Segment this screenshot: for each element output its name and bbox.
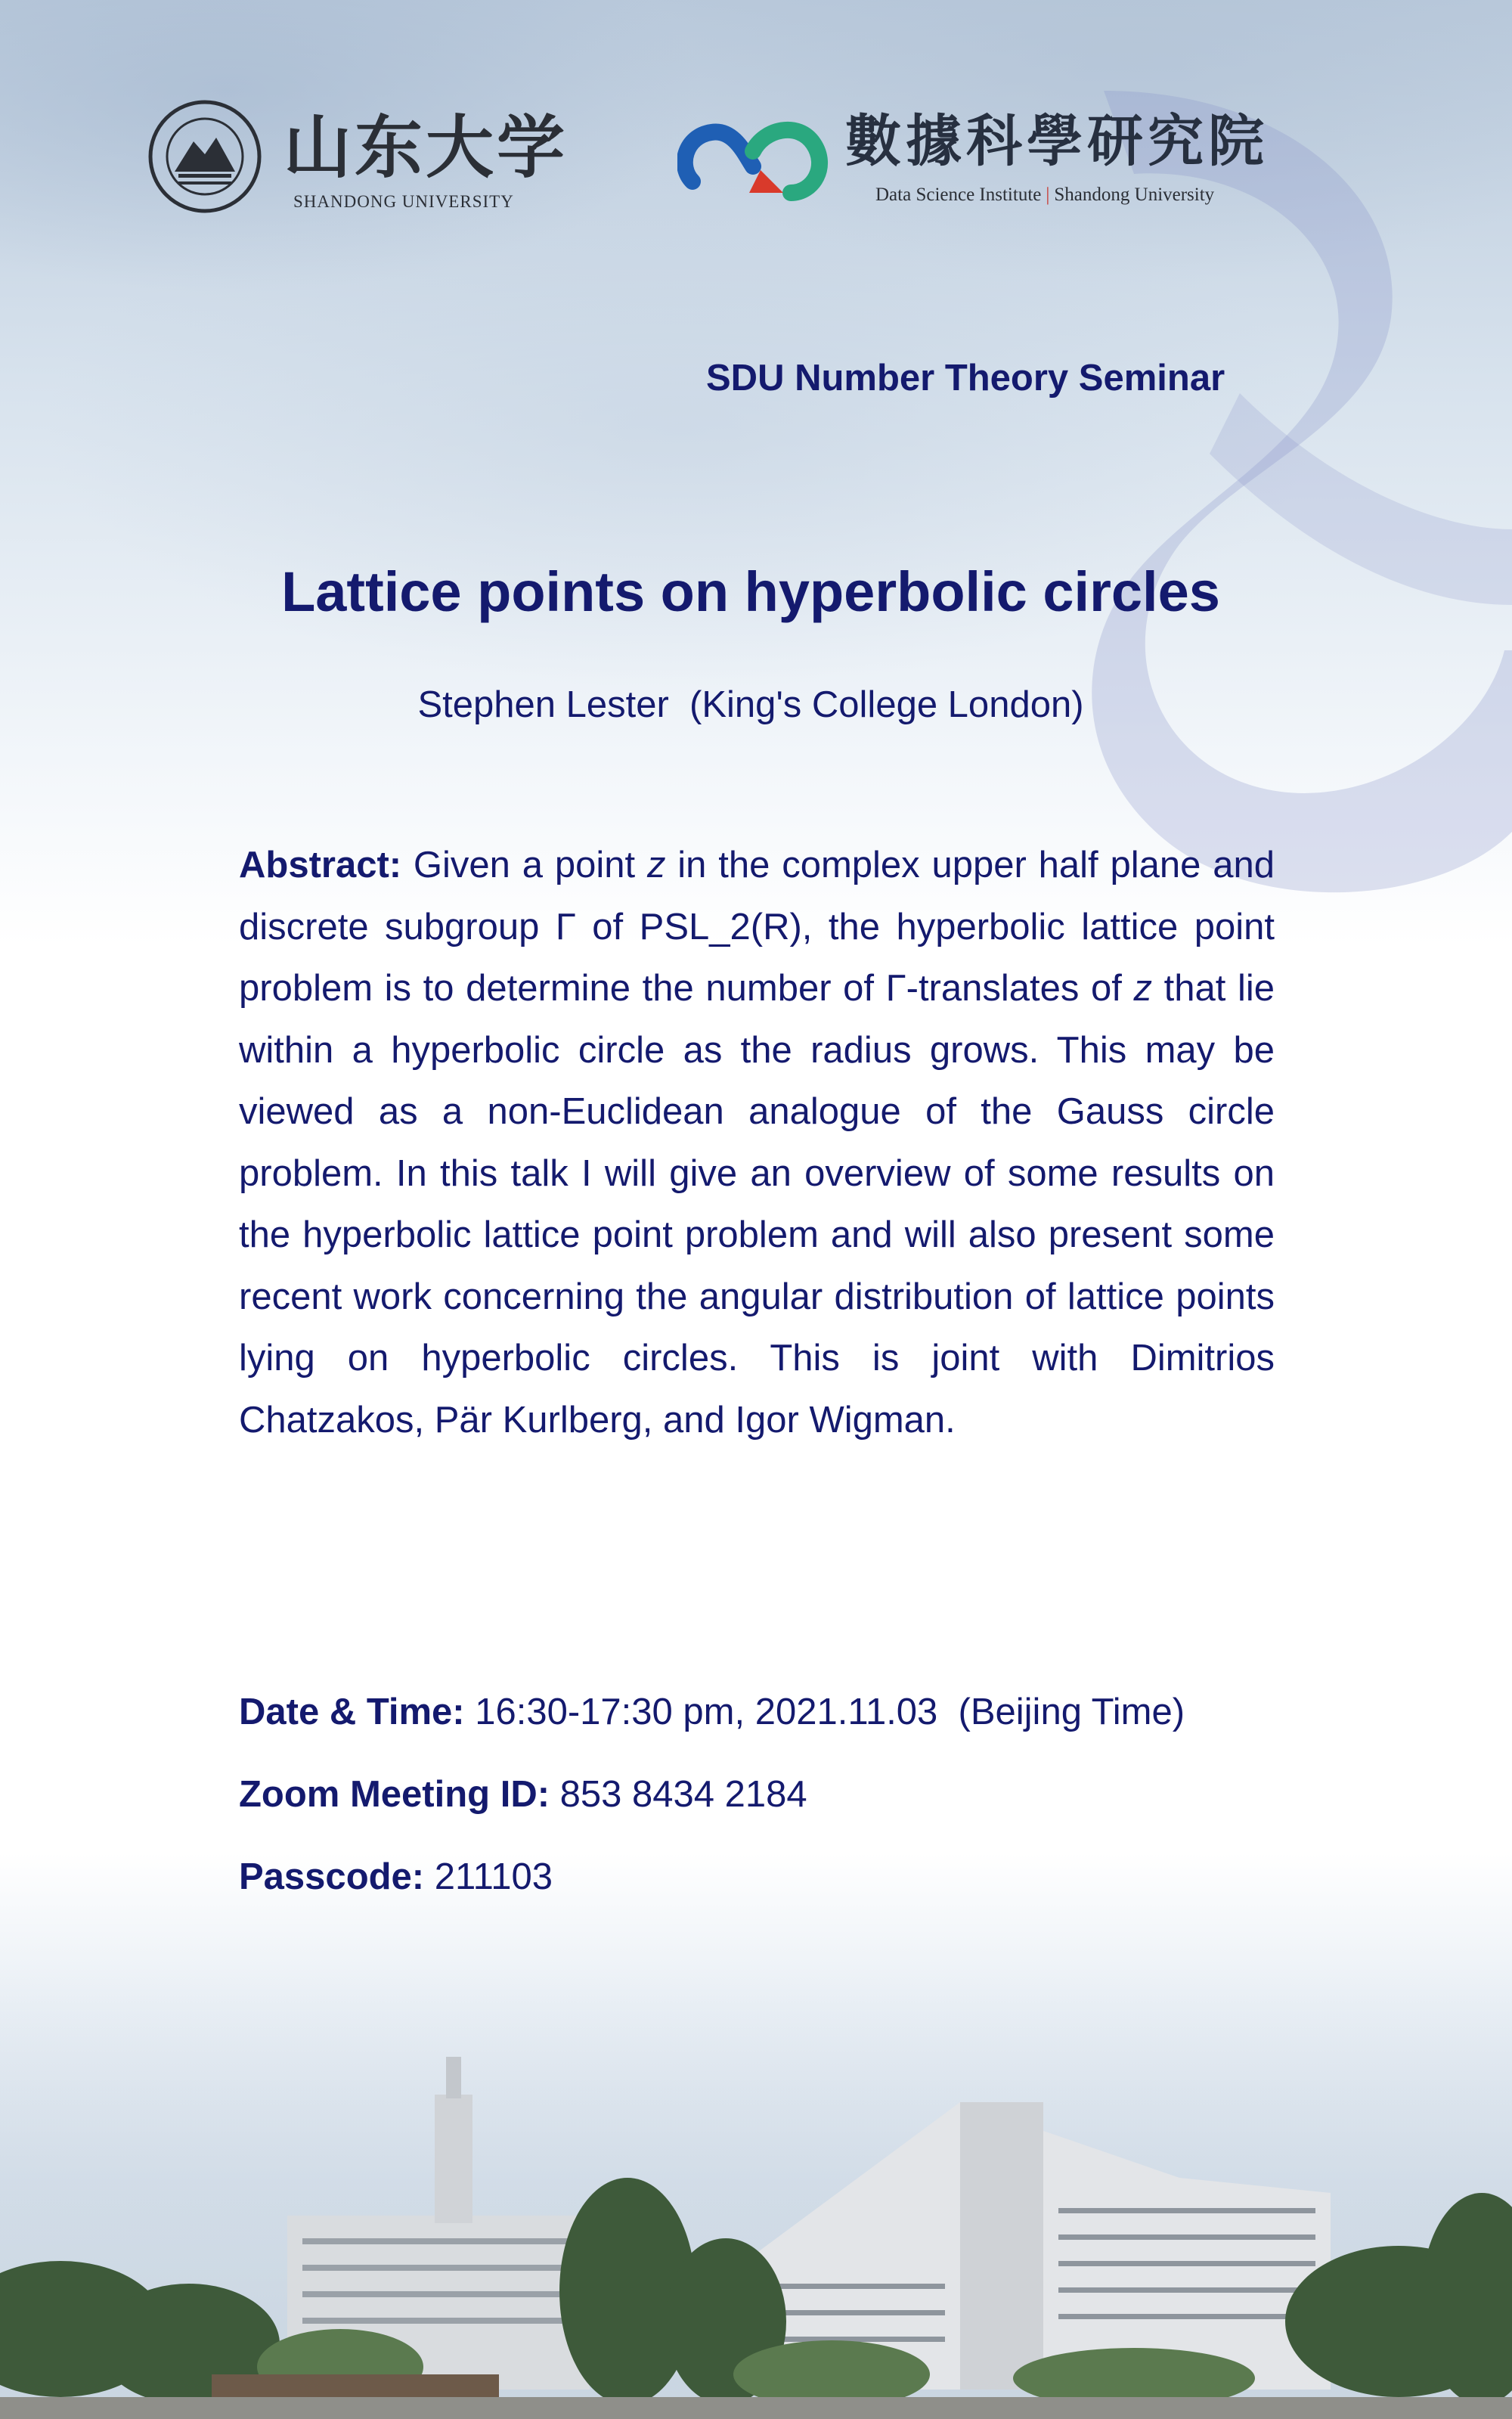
institute-name-en-right: Shandong University — [1054, 185, 1215, 205]
datetime-label: Date & Time: — [239, 1692, 465, 1732]
seminar-series: SDU Number Theory Seminar — [706, 358, 1225, 399]
shandong-university-seal-icon — [148, 100, 262, 213]
abstract-label: Abstract: — [239, 845, 402, 885]
institute-name-cn: 數據科學研究院 — [845, 109, 1269, 174]
abstract-text-1: Given a point — [401, 845, 647, 885]
university-name-cn: 山东大学 — [284, 107, 568, 188]
university-name-en: SHANDONG UNIVERSITY — [293, 192, 514, 211]
institute-name-en-left: Data Science Institute — [875, 185, 1042, 205]
passcode-value: 211103 — [424, 1856, 553, 1897]
passcode-row — [239, 1856, 553, 1898]
datetime-row — [239, 1691, 1185, 1733]
abstract-text-3: that lie within a hyperbolic circle as the radius grows. This may be viewed as a non-Euclidean analogue of the Gauss circle problem. In this talk I will give an overview of some results on the hyperbolic lattice point problem and will also present some recent work concerning the angular distribution of lattice points lying on hyperbolic circles. This is joint with Dimitrios Chatzakos, Pär Kurlberg, and Igor Wigman. — [239, 968, 1275, 1441]
institute-name-separator: | — [1046, 185, 1050, 205]
abstract-var-z-1: z — [646, 845, 666, 885]
speaker-line: Stephen Lester (King's College London) — [417, 684, 1084, 725]
zoom-row — [239, 1773, 807, 1816]
campus-panorama-image — [0, 1966, 1512, 2419]
datetime-value: 16:30-17:30 pm, 2021.11.03 (Beijing Time) — [464, 1692, 1185, 1732]
zoom-value: 853 8434 2184 — [550, 1774, 807, 1815]
abstract-var-z-2: z — [1133, 968, 1152, 1009]
abstract — [239, 835, 1275, 1451]
institute-name-en — [875, 185, 1214, 206]
talk-title: Lattice points on hyperbolic circles — [281, 560, 1220, 623]
passcode-label: Passcode: — [239, 1856, 425, 1897]
zoom-label: Zoom Meeting ID: — [239, 1774, 550, 1815]
data-science-institute-infinity-icon — [677, 113, 829, 204]
abstract-text-2: in the complex upper half plane and discrete subgroup Γ of PSL_2(R), the hyperbolic lattice point problem is to determine the number of Γ-translates of — [239, 845, 1275, 1009]
